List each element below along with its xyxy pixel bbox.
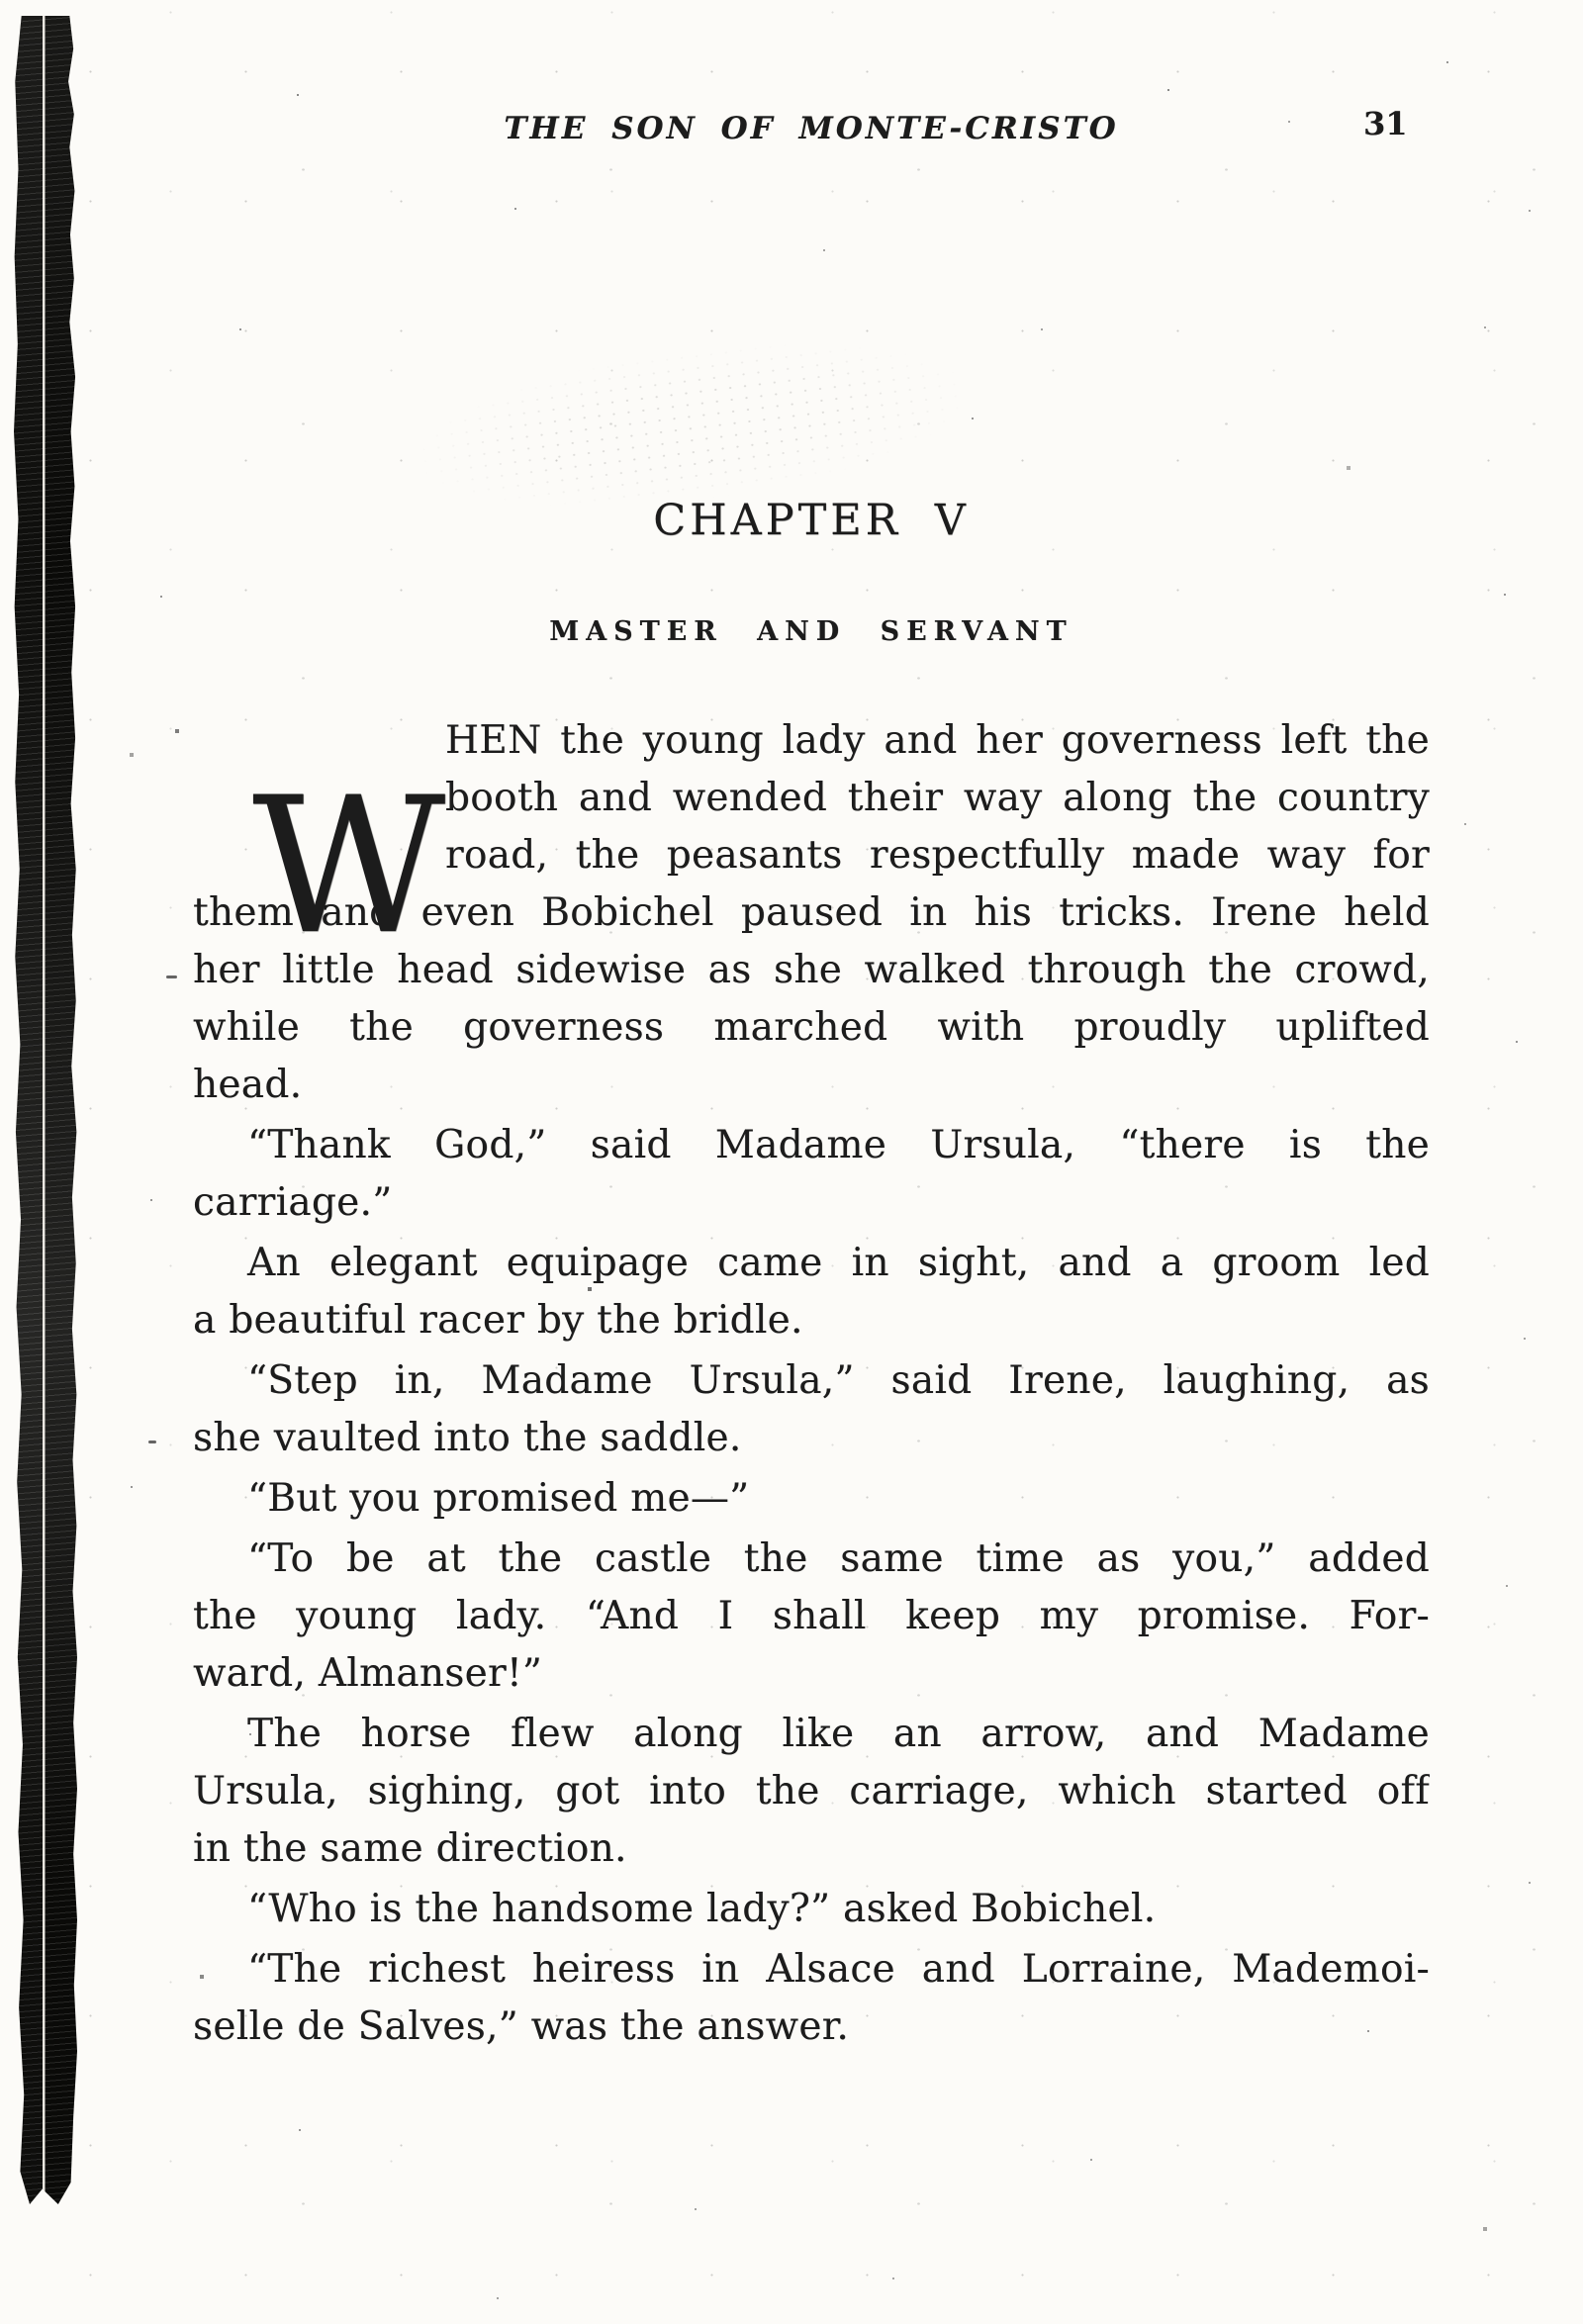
scan-speck	[148, 1441, 156, 1443]
paragraph	[193, 1881, 1430, 1938]
text-line: Ursula, sighing, got into the carriage, which started off	[193, 1769, 1430, 1813]
text-line: while the governess marched with proudly uplifted	[193, 1005, 1430, 1050]
paragraph	[193, 1531, 1430, 1703]
scan-speck	[166, 976, 177, 978]
text-line: her little head sidewise as she walked through the crowd,	[193, 948, 1430, 992]
text-line: in the same direction.	[193, 1826, 627, 1871]
scan-noise-specks	[0, 0, 2, 2]
paragraph	[193, 1235, 1430, 1349]
text-line: she vaulted into the saddle.	[193, 1416, 742, 1460]
text-line: ward, Almanser!”	[193, 1651, 543, 1696]
text-line: selle de Salves,” was the answer.	[193, 2004, 850, 2049]
text-line: HEN the young lady and her governess left the	[445, 718, 1430, 763]
running-header-title: THE SON OF MONTE-CRISTO	[504, 111, 1119, 146]
text-line: booth and wended their way along the country	[445, 776, 1430, 820]
text-line: “But you promised me—”	[247, 1476, 750, 1521]
paragraph	[193, 1117, 1430, 1232]
text-line: The horse flew along like an arrow, and Madame	[247, 1712, 1430, 1756]
chapter-heading: CHAPTER V	[653, 496, 970, 545]
page-number: 31	[1363, 105, 1408, 142]
text-line: a beautiful racer by the bridle.	[193, 1298, 803, 1343]
text-line: “The richest heiress in Alsace and Lorraine, Mademoi-	[247, 1947, 1430, 1992]
text-line: the young lady. “And I shall keep my promise. For-	[193, 1594, 1430, 1638]
text-line: “To be at the castle the same time as you,” added	[247, 1536, 1430, 1581]
book-binding-shadow	[14, 16, 77, 2204]
paragraph	[193, 1352, 1430, 1467]
chapter-subheading: MASTER AND SERVANT	[549, 616, 1073, 647]
text-line: them and even Bobichel paused in his tricks. Irene held	[193, 890, 1430, 935]
text-line: “Who is the handsome lady?” asked Bobichel.	[247, 1887, 1157, 1931]
text-line: An elegant equipage came in sight, and a groom led	[247, 1241, 1430, 1285]
paragraph	[193, 1941, 1430, 2056]
text-line: “Thank God,” said Madame Ursula, “there is the	[247, 1123, 1430, 1167]
paragraph	[193, 1706, 1430, 1878]
text-line: “Step in, Madame Ursula,” said Irene, laughing, as	[247, 1358, 1430, 1403]
text-line: head.	[193, 1063, 303, 1107]
paragraph	[193, 1470, 1430, 1528]
text-line: road, the peasants respectfully made way for	[445, 833, 1430, 878]
body-text: W HEN the young lady and her governess left the booth and wended their way along the country road, the peasants respectfully made way for them and even Bobichel paused in his tricks. Irene held her little head sidewise as she walked through the crowd, while the governess marched with proudly uplifted head. “Thank God,” said Madame Ursula, “there is the carriage.” An elegant equipage came in sight, and a groom led a beautiful racer by the bridle. “Step in, Madame Ursula,” said Irene, laughing, as she vaulted into the saddle. “But you promised me—” “To be at the castle the same time as you,” added the young lady. “And I shall keep my promise. For- ward, Almanser!” The horse flew along like an arrow, and Madame Ursula, sighing, got into the carriage, which started off in the same direction. “Who is the handsome lady?” asked Bobichel. “The richest heiress in Alsace and Lorraine, Mademoi- selle de Salves,” was the answer.	[193, 712, 1430, 2059]
text-line: carriage.”	[193, 1180, 393, 1225]
